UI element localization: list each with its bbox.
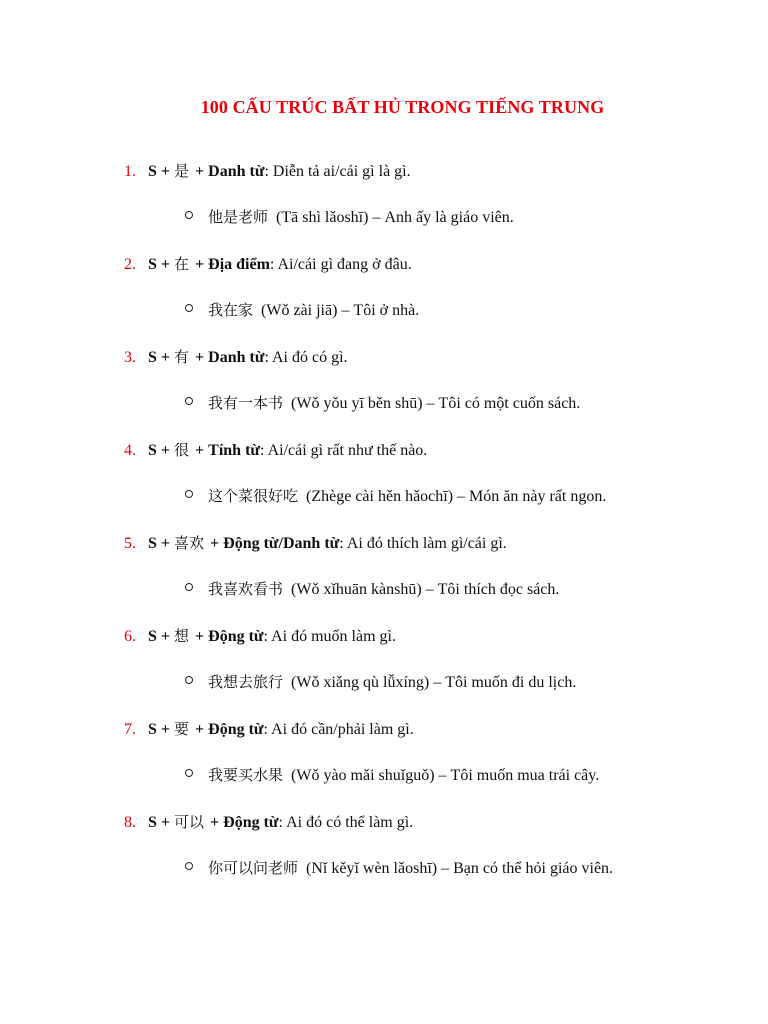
item-number: 3. — [124, 349, 136, 366]
item-number: 4. — [124, 442, 136, 459]
structure-description: : Ai đó cần/phải làm gì. — [263, 721, 414, 738]
item-number: 5. — [124, 535, 136, 552]
bullet-circle-icon — [185, 769, 193, 777]
structure-description: : Ai/cái gì đang ở đâu. — [269, 256, 412, 273]
bullet-circle-icon — [185, 211, 193, 219]
structure-description: : Ai đó thích làm gì/cái gì. — [339, 535, 507, 552]
structure-text — [148, 715, 414, 744]
chinese-keyword: 在 — [174, 255, 190, 273]
structure-description: : Ai đó có gì. — [264, 349, 348, 366]
structure-line — [0, 715, 768, 744]
item-number: 7. — [124, 721, 136, 738]
plus-part: + Tính từ — [195, 442, 260, 459]
item-number: 8. — [124, 814, 136, 831]
subject-label: S + — [148, 256, 171, 273]
example-line — [0, 386, 768, 421]
example-line — [0, 665, 768, 700]
example-translation: (Nǐ kěyǐ wèn lǎoshī) – Bạn có thể hỏi giáo viên. — [306, 860, 614, 877]
subject-label: S + — [148, 814, 171, 831]
subject-label: S + — [148, 535, 171, 552]
structure-description: : Ai/cái gì rất như thế nào. — [260, 442, 428, 459]
example-line — [0, 851, 768, 886]
list-item — [0, 715, 768, 793]
example-chinese: 他是老师 — [208, 208, 269, 226]
structure-text — [148, 808, 413, 837]
item-number: 1. — [124, 163, 136, 180]
example-translation: (Wǒ xiǎng qù lǚxíng) – Tôi muốn đi du lịch. — [291, 674, 577, 691]
bullet-circle-icon — [185, 676, 193, 684]
chinese-keyword: 要 — [174, 720, 190, 738]
chinese-keyword: 想 — [174, 627, 190, 645]
example-line — [0, 758, 768, 793]
example-line — [0, 200, 768, 235]
example-translation: (Wǒ zài jiā) – Tôi ở nhà. — [261, 302, 420, 319]
example-chinese: 我有一本书 — [208, 394, 284, 412]
example-line — [0, 572, 768, 607]
example-chinese: 我想去旅行 — [208, 673, 284, 691]
list-item — [0, 157, 768, 235]
structure-list — [0, 157, 768, 901]
structure-text — [148, 622, 396, 651]
plus-part: + Động từ — [195, 721, 264, 738]
example-translation: (Wǒ yǒu yī běn shū) – Tôi có một cuốn sách. — [291, 395, 581, 412]
subject-label: S + — [148, 721, 171, 738]
chinese-keyword: 是 — [174, 162, 190, 180]
list-item — [0, 250, 768, 328]
chinese-keyword: 有 — [174, 348, 190, 366]
subject-label: S + — [148, 163, 171, 180]
chinese-keyword: 喜欢 — [174, 534, 205, 552]
example-line — [0, 479, 768, 514]
structure-line — [0, 529, 768, 558]
example-translation: (Wǒ xǐhuān kànshū) – Tôi thích đọc sách. — [291, 581, 560, 598]
structure-line — [0, 622, 768, 651]
subject-label: S + — [148, 628, 171, 645]
example-chinese: 这个菜很好吃 — [208, 487, 299, 505]
plus-part: + Động từ — [195, 628, 264, 645]
bullet-circle-icon — [185, 304, 193, 312]
structure-description: : Diễn tả ai/cái gì là gì. — [264, 163, 411, 180]
structure-text — [148, 343, 348, 372]
subject-label: S + — [148, 349, 171, 366]
bullet-circle-icon — [185, 490, 193, 498]
subject-label: S + — [148, 442, 171, 459]
structure-line — [0, 808, 768, 837]
structure-text — [148, 157, 411, 186]
example-translation: (Zhège cài hěn hǎochī) – Món ăn này rất ngon. — [306, 488, 607, 505]
list-item — [0, 436, 768, 514]
plus-part: + Danh từ — [195, 349, 265, 366]
example-chinese: 你可以问老师 — [208, 859, 299, 877]
example-chinese: 我喜欢看书 — [208, 580, 284, 598]
list-item — [0, 343, 768, 421]
list-item — [0, 529, 768, 607]
example-chinese: 我在家 — [208, 301, 254, 319]
structure-line — [0, 436, 768, 465]
structure-line — [0, 343, 768, 372]
bullet-circle-icon — [185, 397, 193, 405]
bullet-circle-icon — [185, 583, 193, 591]
example-chinese: 我要买水果 — [208, 766, 284, 784]
structure-line — [0, 157, 768, 186]
plus-part: + Động từ/Danh từ — [210, 535, 340, 552]
item-number: 6. — [124, 628, 136, 645]
plus-part: + Danh từ — [195, 163, 265, 180]
structure-line — [0, 250, 768, 279]
structure-description: : Ai đó muốn làm gì. — [263, 628, 396, 645]
structure-text — [148, 529, 507, 558]
example-translation: (Tā shì lǎoshī) – Anh ấy là giáo viên. — [276, 209, 514, 226]
example-translation: (Wǒ yào mǎi shuǐguǒ) – Tôi muốn mua trái cây. — [291, 767, 600, 784]
example-line — [0, 293, 768, 328]
plus-part: + Động từ — [210, 814, 279, 831]
item-number: 2. — [124, 256, 136, 273]
chinese-keyword: 很 — [174, 441, 190, 459]
plus-part: + Địa điểm — [195, 256, 270, 273]
structure-text — [148, 250, 412, 279]
chinese-keyword: 可以 — [174, 813, 205, 831]
bullet-circle-icon — [185, 862, 193, 870]
list-item — [0, 808, 768, 886]
document-title: 100 CẤU TRÚC BẤT HỦ TRONG TIẾNG TRUNG — [200, 97, 605, 117]
structure-description: : Ai đó có thể làm gì. — [278, 814, 414, 831]
list-item — [0, 622, 768, 700]
structure-text — [148, 436, 427, 465]
